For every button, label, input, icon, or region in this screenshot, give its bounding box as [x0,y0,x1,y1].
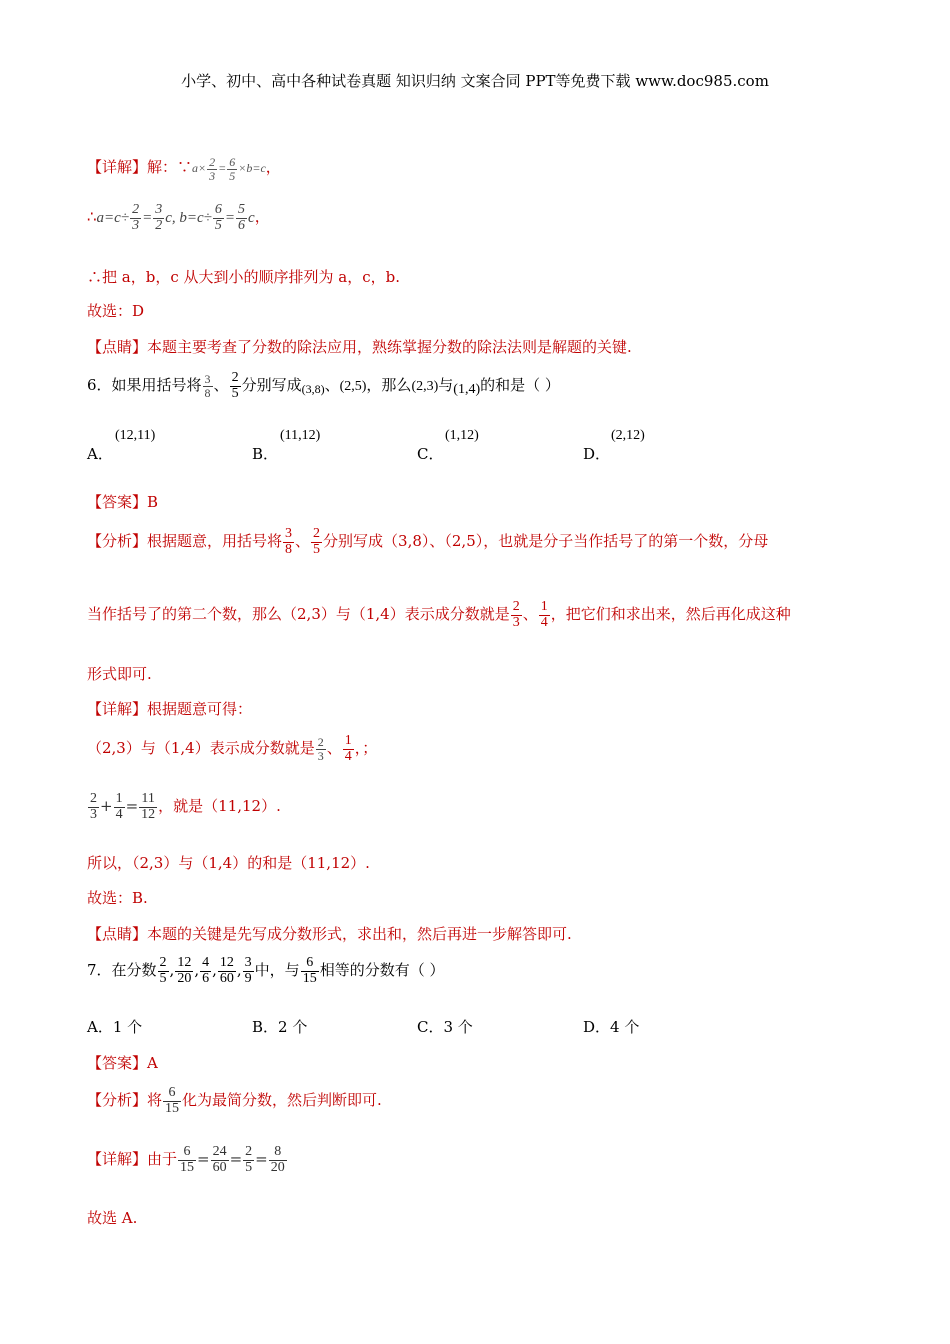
q5-point: 【点睛】本题主要考查了分数的除法应用，熟练掌握分数的除法法则是解题的关键. [87,338,632,356]
q7-option-c[interactable]: C．3 个 [417,1018,473,1036]
q6-analysis-line1: 【分析】根据题意，用括号将 $\frac{3}{8}$ 、 $\frac{2}{5}$ 分别写成（3,8）、（2,5），也就是分子当作括号了的第一个数，分母 [87,526,769,557]
q6-point: 【点睛】本题的关键是先写成分数形式，求出和，然后再进一步解答即可. [87,925,572,943]
q6-detail-line1: （2,3）与（1,4）表示成分数就是 $\frac{2}{3}$ 、 $\frac{1}{4}$ ，； [87,733,378,764]
q6-analysis-line2: 当作括号了的第二个数，那么（2,3）与（1,4）表示成分数就是 $\frac{2}{3}$ 、 $\frac{1}{4}$ ，把它们和求出来，然后再化成这种 [87,599,791,630]
q7-analysis: 【分析】将 $\frac{6}{15}$ 化为最简分数，然后判断即可. [87,1085,382,1116]
q7-answer: 【答案】A [87,1054,158,1072]
q6-answer: 【答案】B [87,493,159,511]
q5-line1-equation: a× $\frac{2}{3}$ = $\frac{6}{5}$ ×b=c [192,155,266,183]
q6-options: A． (12,11) B． (11,12) C． (1,12) D． (2,12) [87,428,645,463]
q6-stem: 6．如果用括号将 $\frac{3}{8}$ 、 $\frac{2}{5}$ 分别写成$_{(3,8)}$、(2,5)，那么(2,3)与(1,4)的和是（ ） [87,370,560,401]
q7-option-a[interactable]: A．1 个 [87,1018,143,1036]
q6-detail-label: 【详解】根据题意可得： [87,700,253,718]
q5-detail-line2: ∴a=c÷ $\frac{2}{3}$ = $\frac{3}{2}$ c, b=c÷ $\frac{6}{5}$ = $\frac{5}{6}$ c， [87,202,270,233]
q5-choice: 故选：D [87,302,145,320]
q6-analysis-line3: 形式即可. [87,665,152,683]
q6-so-line: 所以，（2,3）与（1,4）的和是（11,12）. [87,854,370,872]
q5-line2-equation: a=c÷ $\frac{2}{3}$ = $\frac{3}{2}$ c, b=c÷ $\frac{6}{5}$ = $\frac{5}{6}$ c [96,202,255,233]
q6-choice: 故选：B. [87,889,148,907]
q7-choice: 故选 A. [87,1209,138,1227]
page-header: 小学、初中、高中各种试卷真题 知识归纳 文案合同 PPT等免费下载 www.doc985.com [181,72,769,90]
q7-option-b[interactable]: B．2 个 [252,1018,308,1036]
q7-detail: 【详解】由于 $\frac{6}{15}$ = $\frac{24}{60}$ = $\frac{2}{5}$ = $\frac{8}{20}$ [87,1144,285,1175]
q6-detail-line2: $\frac{2}{3}$ + $\frac{1}{4}$ = $\frac{11}{12}$ ，就是（11,12）. [90,791,281,822]
q7-option-d[interactable]: D．4 个 [583,1018,640,1036]
q5-detail-label: 【详解】解： [87,158,178,176]
q5-order-line: ∴把 a，b，c 从大到小的顺序排列为 a，c，b. [87,268,400,286]
q7-stem: 7．在分数 $\frac{2}{5}$ , $\frac{12}{20}$ , $\frac{4}{6}$ , $\frac{12}{60}$ , $\frac{3}{9}$ 中，与 $\frac{6}{15}$ 相等的分数有（ ） [87,955,445,986]
q5-detail-line1: 【详解】解：∵a× $\frac{2}{3}$ = $\frac{6}{5}$ ×b=c， [87,155,281,183]
